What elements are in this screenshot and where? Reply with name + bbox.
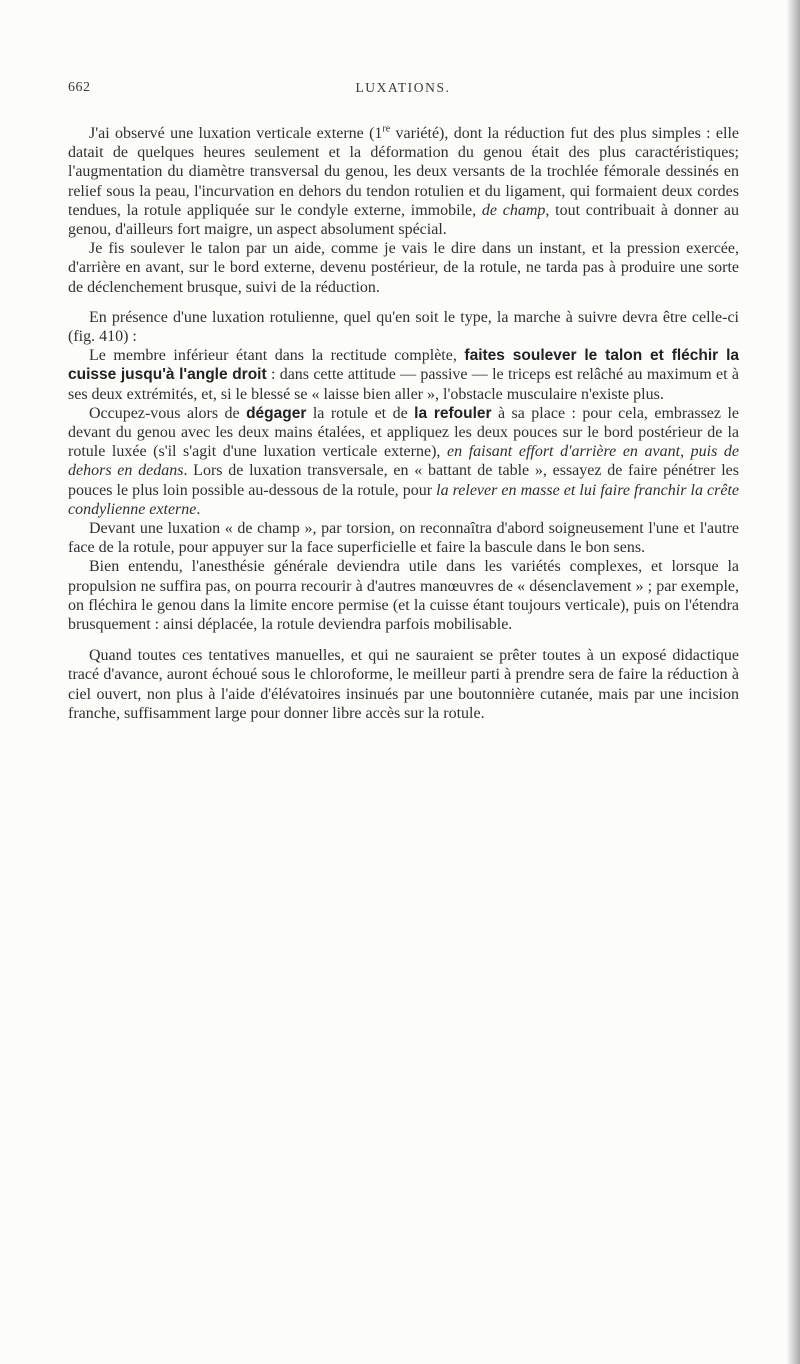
bold-instruction: faites soulever le talon et fléchir la cuisse jusqu'à l'angle droit <box>68 347 740 384</box>
text-run: Le membre inférieur étant dans la rectitude complète, <box>89 347 465 365</box>
paragraph <box>68 124 739 239</box>
bold-instruction: la refouler <box>414 404 492 422</box>
paragraph <box>68 239 739 297</box>
body-text <box>68 124 739 723</box>
page-header <box>68 80 738 100</box>
text-run: variété), dont la réduction fut des plus simples : elle datait de quelques heures seulement et la déformation du genou était des plus caractéristiques; l'augmentation du diamètre transversal du genou, les deux versants de la trochlée fémorale dessinés en relief sous la peau, l'incurvation en dehors du tendon rotulien et du ligament, qui formaient deux cordes tendues, la rotule appliquée sur le condyle externe, immobile, <box>68 125 739 219</box>
page-number: 662 <box>68 80 91 95</box>
italic-phrase: en faisant effort d'arrière en avant, puis de dehors en dedans <box>68 443 740 480</box>
text-run: Devant une luxation « de champ », par torsion, on reconnaîtra d'abord soigneusement l'une et l'autre face de la rotule, pour appuyer sur la face superficielle et faire la bascule dans le bon sens. <box>68 520 739 557</box>
text-run: . <box>196 500 201 518</box>
paragraph <box>68 404 739 519</box>
paragraph <box>68 308 739 346</box>
paragraph <box>68 519 739 557</box>
text-run: : dans cette attitude — passive — le triceps est relâché au maximum et à ses deux extrémités, et, si le blessé se « laisse bien aller », l'obstacle musculaire n'existe plus. <box>68 366 739 403</box>
italic-phrase: la relever en masse et lui faire franchir la crête condylienne externe <box>68 481 740 518</box>
text-run: la rotule et de <box>306 404 415 422</box>
text-run: En présence d'une luxation rotulienne, quel qu'en soit le type, la marche à suivre devra être celle-ci (fig. 410) : <box>68 308 739 346</box>
text-run: Occupez-vous alors de <box>89 404 247 422</box>
paragraph <box>68 557 739 634</box>
paragraph <box>68 346 739 404</box>
running-title: LUXATIONS. <box>355 80 451 95</box>
text-run: à sa place : pour cela, embrassez le devant du genou avec les deux mains étalées, et appliquez les deux pouces sur le bord postérieur de la rotule luxée (s'il s'agit d'une luxation verticale externe), <box>68 404 739 461</box>
text-run: . Lors de luxation transversale, en « battant de table », essayez de faire pénétrer les pouces le plus loin possible au-dessous de la rotule, pour <box>68 462 739 499</box>
page-edge-shadow <box>786 0 800 1364</box>
italic-phrase: de champ <box>481 201 546 219</box>
text-run: Bien entendu, l'anesthésie générale deviendra utile dans les variétés complexes, et lorsque la propulsion ne suffira pas, on pourra recourir à d'autres manœuvres de « désenclavement » ; par exemple, on fléchira le genou dans la limite encore permise (et la cuisse étant toujours verticale), puis on l'étendra brusquement : ainsi déplacée, la rotule deviendra parfois mobilisable. <box>68 558 739 634</box>
paragraph <box>68 646 739 723</box>
bold-instruction: dégager <box>246 404 307 422</box>
superscript: re <box>382 123 391 135</box>
text-run: Je fis soulever le talon par un aide, comme je vais le dire dans un instant, et la pression exercée, d'arrière en avant, sur le bord externe, devenu postérieur, de la rotule, ne tarda pas à produire une sorte de déclenchement brusque, suivi de la réduction. <box>68 240 739 296</box>
text-run: J'ai observé une luxation verticale externe (1 <box>89 125 383 142</box>
text-run: Quand toutes ces tentatives manuelles, et qui ne sauraient se prêter toutes à un exposé didactique tracé d'avance, auront échoué sous le chloroforme, le meilleur parti à prendre sera de faire la réduction à ciel ouvert, non plus à l'aide d'élévatoires insinués par une boutonnière cutanée, mais par une incision franche, suffisamment large pour donner libre accès sur la rotule. <box>68 647 739 722</box>
text-run: , tout contribuait à donner au genou, d'ailleurs fort maigre, un aspect absolument spécial. <box>68 201 739 239</box>
